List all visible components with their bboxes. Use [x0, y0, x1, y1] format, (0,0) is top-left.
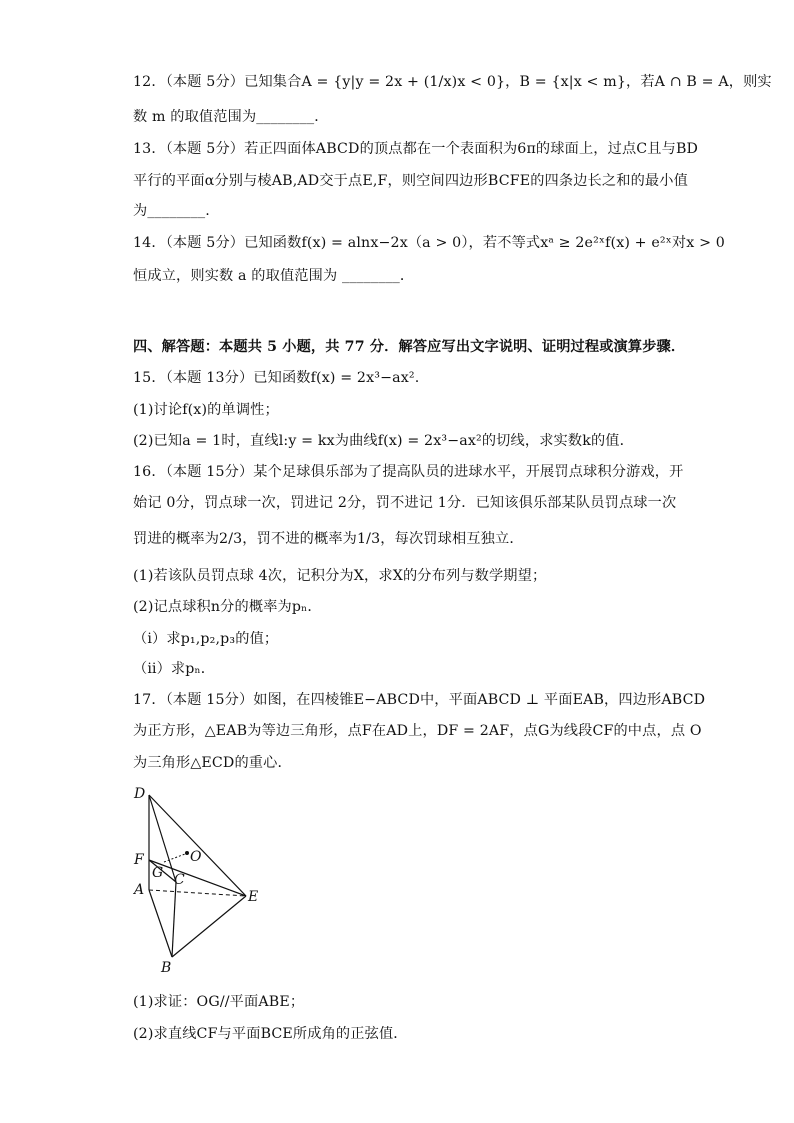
q13-line-3: 为________.: [133, 203, 210, 219]
q14-line-2: 恒成立，则实数 a 的取值范围为 ________．: [133, 268, 415, 284]
q16-part-1: (1)若该队员罚点球 4次，记积分为X，求X的分布列与数学期望；: [133, 568, 547, 584]
q15-line-1: 15．（本题 13分）已知函数f(x) = 2x³−ax².: [133, 370, 420, 386]
q13-line-2: 平行的平面α分别与棱AB,AD交于点E,F，则空间四边形BCFE的四条边长之和的最小值: [133, 173, 688, 189]
q16-line-1: 16．（本题 15分）某个足球俱乐部为了提高队员的进球水平，开展罚点球积分游戏，开: [133, 464, 684, 480]
q16-part-2: (2)记点球积n分的概率为pₙ．: [133, 599, 322, 615]
label-D: D: [134, 786, 146, 802]
pyramid-figure: [130, 783, 270, 975]
label-G: G: [152, 865, 164, 881]
edge-AB: [149, 890, 172, 957]
q15-part-2: (2)已知a = 1时，直线l:y = kx为曲线f(x) = 2x³−ax²的切线，求实数k的值．: [133, 433, 634, 449]
label-O: O: [190, 849, 202, 865]
q16-line-3: 罚进的概率为2/3，罚不进的概率为1/3，每次罚球相互独立．: [133, 531, 524, 547]
edge-DE: [149, 795, 246, 896]
q12-line-2: 数 m 的取值范围为________．: [133, 109, 329, 125]
q16-part-2ii: （ⅱ）求pₙ．: [133, 661, 216, 677]
q15-part-1: (1)讨论f(x)的单调性；: [133, 402, 279, 418]
q17-line-2: 为正方形，△EAB为等边三角形，点F在AD上，DF = 2AF，点G为线段CF的中点，点 O: [133, 723, 702, 739]
q17-part-1: (1)求证：OG//平面ABE；: [133, 994, 305, 1010]
edge-BE: [172, 896, 246, 957]
q17-line-1: 17．（本题 15分）如图，在四棱锥E−ABCD中，平面ABCD ⊥ 平面EAB，四边形ABCD: [133, 692, 706, 708]
section-4-heading: 四、解答题：本题共 5 小题，共 77 分．解答应写出文字说明、证明过程或演算步骤．: [133, 339, 686, 355]
q17-line-3: 为三角形△ECD的重心．: [133, 755, 292, 771]
label-F: F: [134, 852, 144, 868]
edge-BC: [172, 882, 176, 957]
point-O-dot: [185, 851, 189, 855]
label-B: B: [161, 960, 172, 975]
q16-line-2: 始记 0分，罚点球一次，罚进记 2分，罚不进记 1分．已知该俱乐部某队员罚点球一次: [133, 495, 677, 511]
label-A: A: [134, 882, 145, 898]
q14-line-1: 14．（本题 5分）已知函数f(x) = alnx−2x（a > 0），若不等式xᵃ ≥ 2e²ˣf(x) + e²ˣ对x > 0: [133, 235, 725, 251]
q16-part-2i: （ⅰ）求p₁,p₂,p₃的值；: [133, 631, 279, 647]
q17-part-2: (2)求直线CF与平面BCE所成角的正弦值．: [133, 1026, 408, 1042]
q13-line-1: 13．（本题 5分）若正四面体ABCD的顶点都在一个表面积为6π的球面上，过点C且与BD: [133, 141, 699, 157]
label-E: E: [248, 889, 259, 905]
q12-line-1: 12．（本题 5分）已知集合A = {y|y = 2x + (1/x)x < 0}，B = {x|x < m}，若A ∩ B = A，则实: [133, 74, 772, 90]
label-C: C: [174, 872, 185, 888]
